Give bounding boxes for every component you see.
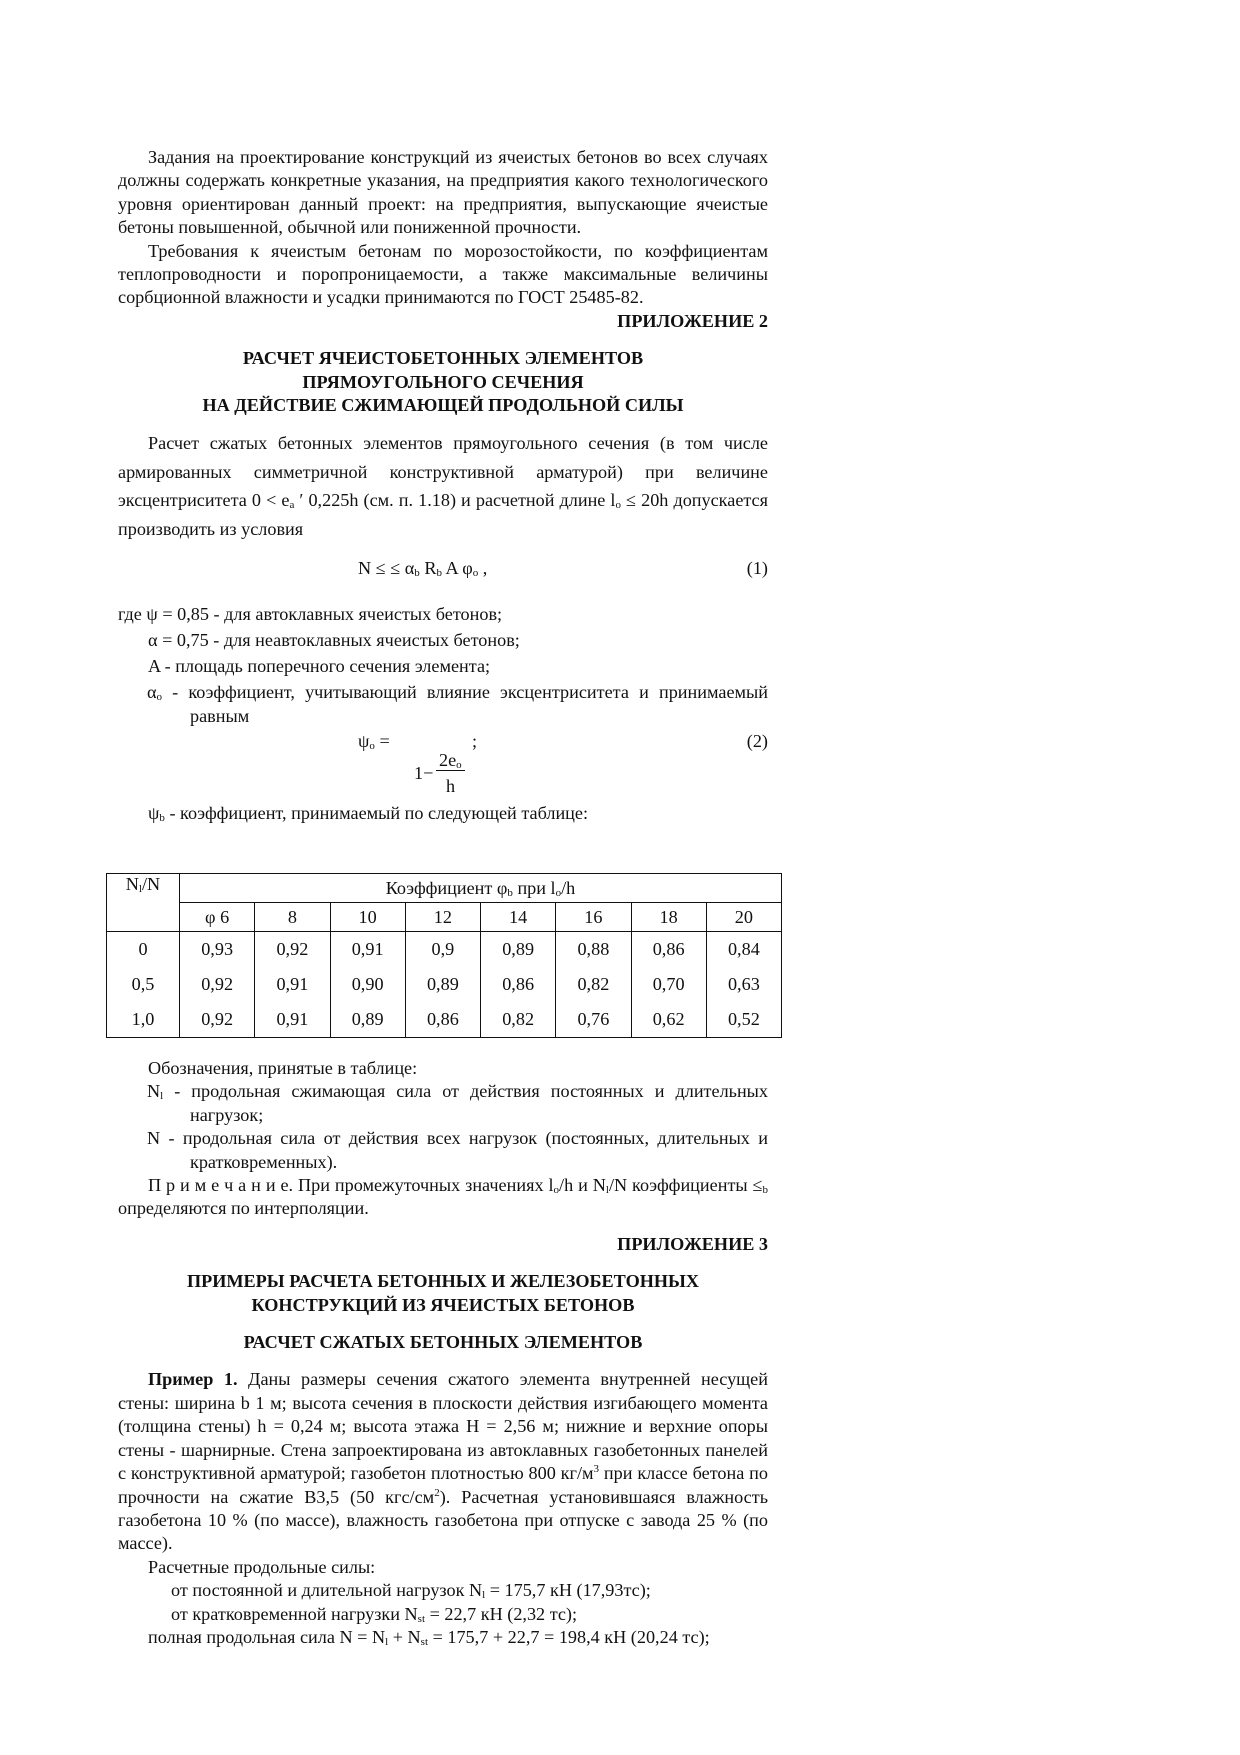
table-row-key: 0,5 <box>107 967 180 1002</box>
table-cell: 0,82 <box>481 1002 556 1038</box>
table-cell: 0,92 <box>255 932 330 968</box>
table-cell: 0,86 <box>631 932 706 968</box>
fraction-denominator: h <box>446 776 456 797</box>
force-total: полная продольная сила $N = N_l + N_{st} = 175,7 + 22,7 = 198,4$ кН (20,24 тс); <box>148 1626 710 1648</box>
table-column-header: 18 <box>631 903 706 932</box>
intro-paragraph-2: Требования к ячеистым бетонам по морозостойкости, по коэффициентам теплопроводности и поропроницаемости, а также максимальные величины сорбционной влажности и усадки принимаются по ГОСТ 25485-82. <box>118 240 768 308</box>
appendix-2-title-line-3: НА ДЕЙСТВИЕ СЖИМАЮЩЕЙ ПРОДОЛЬНОЙ СИЛЫ <box>202 395 684 416</box>
equation-1-formula: N ≤ ≤ $\alpha_b$ $R_b$ A $\varphi_o$ , <box>358 558 488 580</box>
fraction-one-minus: 1− <box>414 763 434 784</box>
table-cell: 0,62 <box>631 1002 706 1038</box>
appendix-3-label: ПРИЛОЖЕНИЕ 3 <box>617 1233 768 1254</box>
equation-1-number: (1) <box>746 558 768 579</box>
table-cell: 0,89 <box>330 1002 405 1038</box>
forces-intro: Расчетные продольные силы: <box>148 1556 376 1577</box>
where-line-4: $\alpha_o$ - коэффициент, учитывающий влияние эксцентриситета и принимаемый равным <box>147 682 768 726</box>
table-column-header: 14 <box>481 903 556 932</box>
table-group-header: Коэффициент $\varphi_b$ при $l_o/h$ <box>180 874 782 903</box>
appendix-3-title-line-1: ПРИМЕРЫ РАСЧЕТА БЕТОННЫХ И ЖЕЛЕЗОБЕТОННЫХ <box>186 1271 700 1292</box>
force-short-term: от кратковременной нагрузки $N_{st} = 22,7$ кН (2,32 тс); <box>171 1603 578 1625</box>
force-long-term: от постоянной и длительной нагрузок $N_l = 175,7$ кН (17,93тс); <box>171 1580 651 1602</box>
equation-2-fraction <box>118 750 768 798</box>
fraction-numerator: $2e_o$ <box>436 750 465 771</box>
notes-intro: Обозначения, принятые в таблице: <box>148 1058 418 1078</box>
table-column-header: φ 6 <box>180 903 255 932</box>
equation-2-lhs: $\psi_o$ = <box>358 731 390 753</box>
table-cell: 0,90 <box>330 967 405 1002</box>
psi-b-line: $\psi_b$ - коэффициент, принимаемый по следующей таблице: <box>148 803 589 825</box>
table-cell: 0,89 <box>405 967 480 1002</box>
table-cell: 0,86 <box>405 1002 480 1038</box>
table-column-header: 8 <box>255 903 330 932</box>
appendix-2-paragraph: Расчет сжатых бетонных элементов прямоугольного сечения (в том числе армированных симметричной конструктивной арматурой) при величине эксцентриситета $0 < e_a$ ′ 0,225h (см. п. 1.18) и расчетной длине $l_o \le 20h$ допускается производить из условия <box>118 433 768 539</box>
example-1-paragraph: Пример 1. Даны размеры сечения сжатого элемента внутренней несущей стены: ширина b 1 м; высота сечения в плоскости действия изгибающего момента (толщина стены) h = 0,24 м; высота этажа H = 2,56 м; нижние и верхние опоры стены - шарнирные. Стена запроектирована из автоклавных газобетонных панелей с конструктивной арматурой; газобетон плотностью 800 $кг/м^3$ при классе бетона по прочности на сжатие B3,5 (50 кгс/$см^2$). Расчетная установившаяся влажность газобетона 10 % (по массе), влажность газобетона при отпуске с завода 25 % (по массе). <box>118 1369 768 1554</box>
table-cell: 0,52 <box>706 1002 781 1038</box>
document-page-lower <box>118 1057 768 1649</box>
appendix-2-title-line-1: РАСЧЕТ ЯЧЕИСТОБЕТОННЫХ ЭЛЕМЕНТОВ <box>242 348 644 369</box>
document-page <box>118 146 768 826</box>
appendix-3-title-line-2: КОНСТРУКЦИЙ ИЗ ЯЧЕИСТЫХ БЕТОНОВ <box>251 1294 635 1315</box>
equation-1 <box>118 547 768 591</box>
table-cell: 0,91 <box>255 967 330 1002</box>
table-row <box>107 932 782 968</box>
note-1: $N_l$ - продольная сжимающая сила от действия постоянных и длительных нагрузок; <box>147 1081 768 1125</box>
table-row-key: 0 <box>107 932 180 968</box>
where-line-2: α = 0,75 - для неавтоклавных ячеистых бетонов; <box>148 630 520 651</box>
table-cell: 0,92 <box>180 967 255 1002</box>
remark: П р и м е ч а н и е. При промежуточных значениях $l_o/h$ и $N_l/N$ коэффициенты $\le_b$ определяются по интерполяции. <box>118 1175 769 1219</box>
appendix-2-title-line-2: ПРЯМОУГОЛЬНОГО СЕЧЕНИЯ <box>302 371 584 392</box>
table-cell: 0,88 <box>556 932 631 968</box>
table-cell: 0,9 <box>405 932 480 968</box>
table-column-headers <box>107 903 782 932</box>
where-line-1: где ψ = 0,85 - для автоклавных ячеистых бетонов; <box>118 604 503 625</box>
table-cell: 0,92 <box>180 1002 255 1038</box>
table-cell: 0,76 <box>556 1002 631 1038</box>
equation-2-semicolon: ; <box>472 731 478 752</box>
appendix-2-label: ПРИЛОЖЕНИЕ 2 <box>617 310 768 331</box>
table-cell: 0,70 <box>631 967 706 1002</box>
appendix-3-subtitle: РАСЧЕТ СЖАТЫХ БЕТОННЫХ ЭЛЕМЕНТОВ <box>243 1332 643 1353</box>
table-cell: 0,93 <box>180 932 255 968</box>
coefficient-table <box>106 873 782 1038</box>
table-column-header: 10 <box>330 903 405 932</box>
note-2: N - продольная сила от действия всех нагрузок (постоянных, длительных и кратковременных). <box>147 1128 768 1172</box>
table-cell: 0,91 <box>255 1002 330 1038</box>
table-column-header: 20 <box>706 903 781 932</box>
table-column-header: 12 <box>405 903 480 932</box>
equation-2-number: (2) <box>746 731 768 752</box>
table-cell: 0,89 <box>481 932 556 968</box>
table-corner-header: $N_l/N$ <box>107 874 180 932</box>
intro-paragraph-1: Задания на проектирование конструкций из ячеистых бетонов во всех случаях должны содержать конкретные указания, на предприятия какого технологического уровня ориентирован данный проект: на предприятия, выпускающие ячеистые бетоны повышенной, обычной или пониженной прочности. <box>118 147 768 238</box>
table-row <box>107 1002 782 1038</box>
table-cell: 0,91 <box>330 932 405 968</box>
table-cell: 0,86 <box>481 967 556 1002</box>
table-cell: 0,82 <box>556 967 631 1002</box>
table-row-key: 1,0 <box>107 1002 180 1038</box>
table-row <box>107 967 782 1002</box>
where-line-3: A - площадь поперечного сечения элемента; <box>148 656 491 677</box>
table-column-header: 16 <box>556 903 631 932</box>
table-cell: 0,63 <box>706 967 781 1002</box>
table-cell: 0,84 <box>706 932 781 968</box>
